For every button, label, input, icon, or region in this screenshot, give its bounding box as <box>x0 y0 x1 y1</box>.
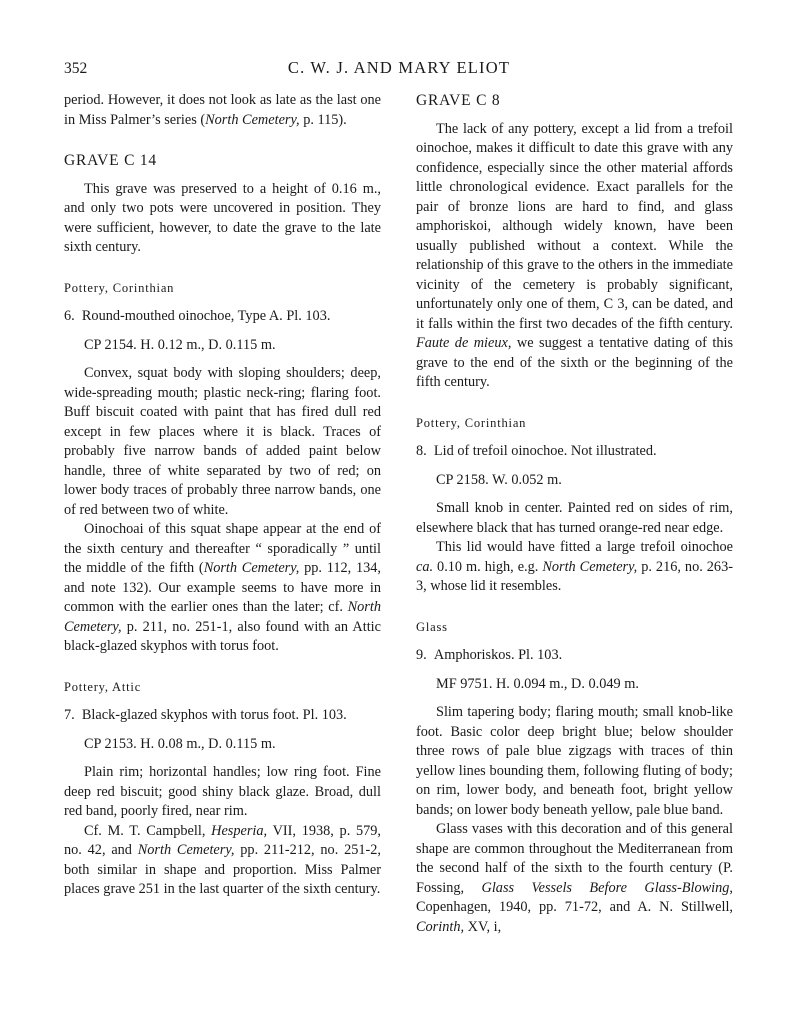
right-column <box>416 91 733 937</box>
catalog-item-7-inventory: CP 2153. H. 0.08 m., D. 0.115 m. <box>84 735 276 752</box>
catalog-item-8-discussion: This lid would have fitted a large trefoil oinochoe ca. 0.10 m. high, e.g. North Cemetery, p. 216, no. 263-3, whose lid it resembles. <box>416 539 733 594</box>
catalog-item-9-description: Slim tapering body; flaring mouth; small knob-like foot. Basic color deep bright blue; below shoulder three rows of pale blue zigzags with traces of thin yellow lines bounding them, following fluting of body; on rim, lower body, and beneath foot, bright yellow bands; on lower body beneath yellow, pale blue band. <box>416 704 733 818</box>
catalog-item-8-title: 8. Lid of trefoil oinochoe. Not illustrated. <box>416 443 657 459</box>
subheading-pottery-corinthian: Pottery, Corinthian <box>64 280 175 295</box>
catalog-item-9-inventory: MF 9751. H. 0.094 m., D. 0.049 m. <box>436 675 639 692</box>
grave-c8-intro: The lack of any pottery, except a lid from a trefoil oinochoe, makes it difficult to date this grave with any confidence, especially since the other material affords little chronological evidence. Exact parallels for the pair of bronze lions are hard to find, and glass amphoriskoi, although widely known, have been usually published without a context. While the relationship of this grave to the others in the immediate vicinity of the cemetery is probably significant, unfortunately only one of them, C 3, can be dated, and it falls within the first two decades of the fifth century. Faute de mieux, we suggest a tentative dating of this grave to the end of the sixth or the beginning of the fifth century. <box>416 120 734 390</box>
paragraph-continued: period. However, it does not look as late as the last one in Miss Palmer’s series (North Cemetery, p. 115). <box>64 92 381 128</box>
catalog-item-6-title: 6. Round-mouthed oinochoe, Type A. Pl. 103. <box>64 308 331 324</box>
catalog-item-8-inventory: CP 2158. W. 0.052 m. <box>436 471 562 488</box>
page-number: 352 <box>64 60 88 77</box>
catalog-item-6-description: Convex, squat body with sloping shoulders; deep, wide-spreading mouth; plastic neck-ring; flaring foot. Buff biscuit coated with paint that has fired dull red except in few places where it is black. Traces of probably five narrow bands of added paint below handle, three of white separated by two of red; on lower body traces of probably three narrow bands, one of red between two of white. <box>64 365 381 518</box>
subheading-glass: Glass <box>416 619 448 634</box>
running-head: C. W. J. AND MARY ELIOT <box>287 58 511 77</box>
catalog-item-7-discussion: Cf. M. T. Campbell, Hesperia, VII, 1938, p. 579, no. 42, and North Cemetery, pp. 211-212, no. 251-2, both similar in shape and proportion. Miss Palmer places grave 251 in the last quarter of the sixth century. <box>64 822 382 897</box>
subheading-pottery-attic: Pottery, Attic <box>64 679 142 694</box>
catalog-item-9-discussion: Glass vases with this decoration and of this general shape are common throughout the Mediterranean from the second half of the sixth to the fourth century (P. Fossing, Glass Vessels Before Glass-Blowing, Copenhagen, 1940, pp. 71-72, and A. N. Stillwell, Corinth, XV, i, <box>416 821 733 935</box>
grave-c14-intro: This grave was preserved to a height of 0.16 m., and only two pots were uncovered in position. They were sufficient, however, to date the grave to the late sixth century. <box>64 180 381 255</box>
catalog-item-8-description: Small knob in center. Painted red on sides of rim, elsewhere black that has turned orange-red near edge. <box>416 500 733 536</box>
section-heading-grave-c8: GRAVE C 8 <box>416 92 501 109</box>
catalog-item-6-discussion: Oinochoai of this squat shape appear at the end of the sixth century and thereafter “ sporadically ” until the middle of the fifth (North Cemetery, pp. 112, 134, and note 132). Our example seems to have more in common with the earlier ones than the later; cf. North Cemetery, p. 211, no. 251-1, also found with an Attic black-glazed skyphos with torus foot. <box>64 521 382 654</box>
catalog-item-7-description: Plain rim; horizontal handles; low ring foot. Fine deep red biscuit; good shiny black glaze. Broad, dull red band, poorly fired, near rim. <box>64 764 381 819</box>
catalog-item-7-title: 7. Black-glazed skyphos with torus foot. Pl. 103. <box>64 707 347 723</box>
catalog-item-9-title: 9. Amphoriskos. Pl. 103. <box>416 647 563 663</box>
section-heading-grave-c14: GRAVE C 14 <box>64 152 157 169</box>
catalog-item-6-inventory: CP 2154. H. 0.12 m., D. 0.115 m. <box>84 336 276 353</box>
left-column <box>64 91 381 900</box>
subheading-pottery-corinthian-right: Pottery, Corinthian <box>416 415 527 430</box>
